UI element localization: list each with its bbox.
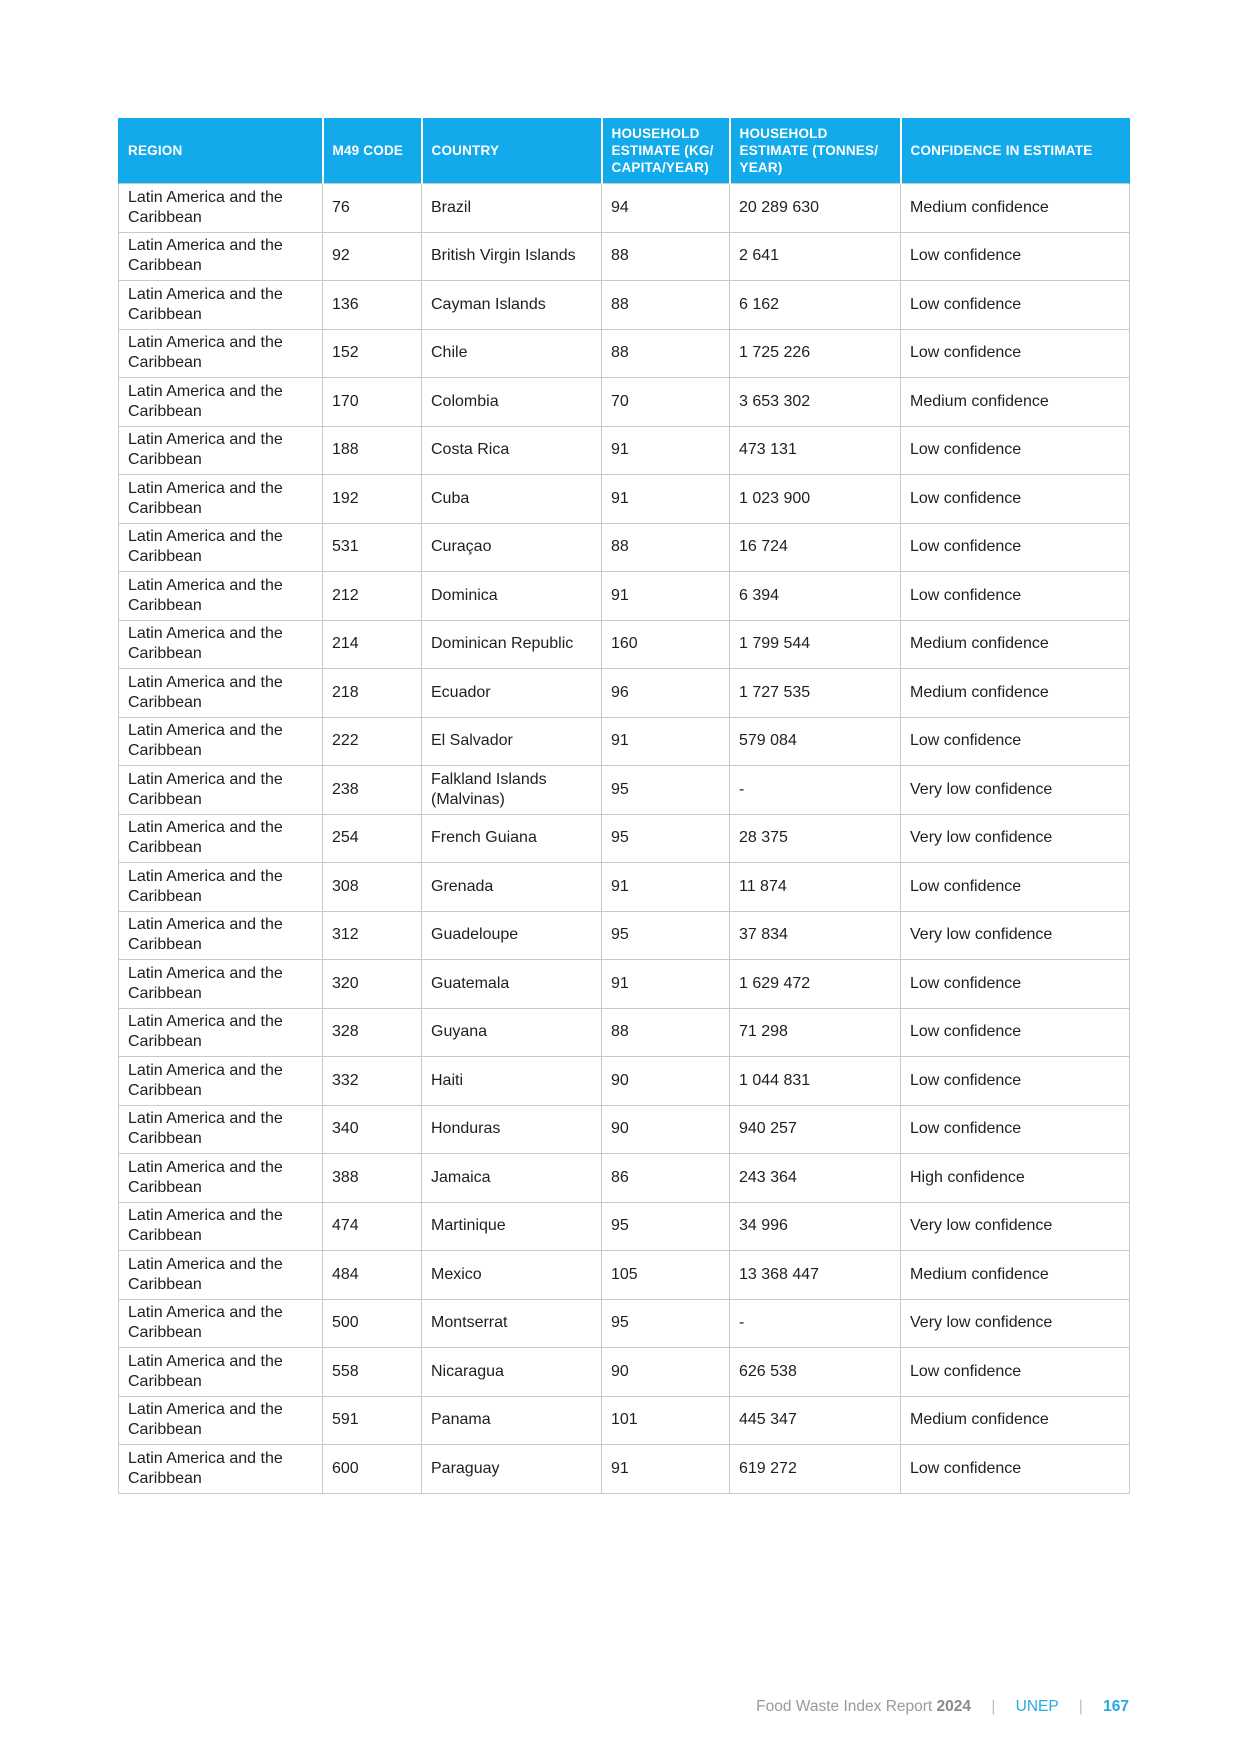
cell-tonnes-per-year: 243 364 bbox=[730, 1154, 901, 1203]
cell-m49-code: 152 bbox=[323, 329, 422, 378]
cell-tonnes-per-year: 1 725 226 bbox=[730, 329, 901, 378]
cell-tonnes-per-year: 626 538 bbox=[730, 1348, 901, 1397]
cell-region: Latin America and the Caribbean bbox=[119, 1445, 323, 1494]
column-header-kg-per-capita: HOUSEHOLD ESTIMATE (KG/ CAPITA/YEAR) bbox=[602, 118, 730, 184]
table-row bbox=[119, 1008, 1130, 1057]
table-row bbox=[119, 1348, 1130, 1397]
cell-country: Panama bbox=[422, 1396, 602, 1445]
cell-confidence: Medium confidence bbox=[901, 378, 1130, 427]
table-row bbox=[119, 669, 1130, 718]
cell-kg-per-capita: 91 bbox=[602, 960, 730, 1009]
cell-kg-per-capita: 90 bbox=[602, 1105, 730, 1154]
table-row bbox=[119, 766, 1130, 815]
cell-tonnes-per-year: 6 162 bbox=[730, 281, 901, 330]
cell-region: Latin America and the Caribbean bbox=[119, 1154, 323, 1203]
cell-kg-per-capita: 95 bbox=[602, 911, 730, 960]
cell-country: Dominican Republic bbox=[422, 620, 602, 669]
cell-confidence: Low confidence bbox=[901, 960, 1130, 1009]
cell-country: Colombia bbox=[422, 378, 602, 427]
cell-m49-code: 218 bbox=[323, 669, 422, 718]
food-waste-table bbox=[118, 118, 1130, 1494]
cell-country: Brazil bbox=[422, 184, 602, 233]
cell-region: Latin America and the Caribbean bbox=[119, 1251, 323, 1300]
cell-region: Latin America and the Caribbean bbox=[119, 620, 323, 669]
cell-country: Nicaragua bbox=[422, 1348, 602, 1397]
table-row bbox=[119, 620, 1130, 669]
cell-country: Cuba bbox=[422, 475, 602, 524]
cell-m49-code: 76 bbox=[323, 184, 422, 233]
report-title: Food Waste Index Report bbox=[756, 1698, 933, 1715]
table-row bbox=[119, 1251, 1130, 1300]
cell-country: Chile bbox=[422, 329, 602, 378]
cell-region: Latin America and the Caribbean bbox=[119, 281, 323, 330]
cell-confidence: High confidence bbox=[901, 1154, 1130, 1203]
cell-m49-code: 212 bbox=[323, 572, 422, 621]
cell-confidence: Very low confidence bbox=[901, 814, 1130, 863]
cell-country: Martinique bbox=[422, 1202, 602, 1251]
cell-country: Curaçao bbox=[422, 523, 602, 572]
table-row bbox=[119, 1396, 1130, 1445]
cell-tonnes-per-year: 37 834 bbox=[730, 911, 901, 960]
cell-m49-code: 320 bbox=[323, 960, 422, 1009]
cell-kg-per-capita: 95 bbox=[602, 1202, 730, 1251]
table-row bbox=[119, 911, 1130, 960]
cell-m49-code: 136 bbox=[323, 281, 422, 330]
cell-m49-code: 214 bbox=[323, 620, 422, 669]
column-header-m49-code: M49 CODE bbox=[323, 118, 422, 184]
cell-tonnes-per-year: 20 289 630 bbox=[730, 184, 901, 233]
cell-confidence: Very low confidence bbox=[901, 1299, 1130, 1348]
header-row bbox=[119, 118, 1130, 184]
cell-m49-code: 312 bbox=[323, 911, 422, 960]
cell-tonnes-per-year: 34 996 bbox=[730, 1202, 901, 1251]
cell-tonnes-per-year: 11 874 bbox=[730, 863, 901, 912]
table-row bbox=[119, 523, 1130, 572]
cell-kg-per-capita: 91 bbox=[602, 572, 730, 621]
cell-confidence: Low confidence bbox=[901, 523, 1130, 572]
cell-region: Latin America and the Caribbean bbox=[119, 911, 323, 960]
table-row bbox=[119, 814, 1130, 863]
cell-m49-code: 328 bbox=[323, 1008, 422, 1057]
cell-tonnes-per-year: 13 368 447 bbox=[730, 1251, 901, 1300]
cell-tonnes-per-year: 579 084 bbox=[730, 717, 901, 766]
column-header-country: COUNTRY bbox=[422, 118, 602, 184]
table-row bbox=[119, 184, 1130, 233]
cell-tonnes-per-year: 71 298 bbox=[730, 1008, 901, 1057]
page-footer bbox=[756, 1698, 1129, 1716]
cell-confidence: Very low confidence bbox=[901, 1202, 1130, 1251]
cell-country: Guatemala bbox=[422, 960, 602, 1009]
cell-kg-per-capita: 88 bbox=[602, 281, 730, 330]
cell-kg-per-capita: 70 bbox=[602, 378, 730, 427]
cell-kg-per-capita: 95 bbox=[602, 1299, 730, 1348]
cell-kg-per-capita: 91 bbox=[602, 717, 730, 766]
cell-region: Latin America and the Caribbean bbox=[119, 814, 323, 863]
cell-confidence: Low confidence bbox=[901, 1105, 1130, 1154]
cell-tonnes-per-year: 16 724 bbox=[730, 523, 901, 572]
footer-separator: | bbox=[991, 1698, 996, 1715]
table-row bbox=[119, 475, 1130, 524]
cell-confidence: Very low confidence bbox=[901, 766, 1130, 815]
cell-region: Latin America and the Caribbean bbox=[119, 523, 323, 572]
cell-kg-per-capita: 88 bbox=[602, 329, 730, 378]
cell-region: Latin America and the Caribbean bbox=[119, 1008, 323, 1057]
cell-country: Haiti bbox=[422, 1057, 602, 1106]
cell-region: Latin America and the Caribbean bbox=[119, 184, 323, 233]
cell-country: Paraguay bbox=[422, 1445, 602, 1494]
cell-tonnes-per-year: 1 044 831 bbox=[730, 1057, 901, 1106]
table-row bbox=[119, 378, 1130, 427]
cell-kg-per-capita: 94 bbox=[602, 184, 730, 233]
cell-confidence: Low confidence bbox=[901, 232, 1130, 281]
cell-country: Costa Rica bbox=[422, 426, 602, 475]
cell-country: French Guiana bbox=[422, 814, 602, 863]
table-row bbox=[119, 281, 1130, 330]
cell-kg-per-capita: 91 bbox=[602, 426, 730, 475]
cell-confidence: Low confidence bbox=[901, 1008, 1130, 1057]
organization-name: UNEP bbox=[1015, 1698, 1059, 1715]
cell-confidence: Very low confidence bbox=[901, 911, 1130, 960]
cell-tonnes-per-year: 1 727 535 bbox=[730, 669, 901, 718]
table-body bbox=[119, 184, 1130, 1494]
cell-country: Guyana bbox=[422, 1008, 602, 1057]
table-row bbox=[119, 1154, 1130, 1203]
cell-m49-code: 332 bbox=[323, 1057, 422, 1106]
table-row bbox=[119, 232, 1130, 281]
cell-kg-per-capita: 96 bbox=[602, 669, 730, 718]
column-header-confidence: CONFIDENCE IN ESTIMATE bbox=[901, 118, 1130, 184]
cell-tonnes-per-year: 1 799 544 bbox=[730, 620, 901, 669]
cell-tonnes-per-year: 3 653 302 bbox=[730, 378, 901, 427]
table-row bbox=[119, 329, 1130, 378]
cell-kg-per-capita: 88 bbox=[602, 232, 730, 281]
cell-country: Cayman Islands bbox=[422, 281, 602, 330]
cell-region: Latin America and the Caribbean bbox=[119, 232, 323, 281]
cell-m49-code: 170 bbox=[323, 378, 422, 427]
cell-confidence: Medium confidence bbox=[901, 669, 1130, 718]
cell-confidence: Low confidence bbox=[901, 572, 1130, 621]
cell-m49-code: 388 bbox=[323, 1154, 422, 1203]
cell-country: Mexico bbox=[422, 1251, 602, 1300]
cell-tonnes-per-year: 28 375 bbox=[730, 814, 901, 863]
cell-region: Latin America and the Caribbean bbox=[119, 669, 323, 718]
cell-kg-per-capita: 91 bbox=[602, 863, 730, 912]
table-row bbox=[119, 1299, 1130, 1348]
cell-country: El Salvador bbox=[422, 717, 602, 766]
cell-confidence: Low confidence bbox=[901, 1445, 1130, 1494]
cell-country: Guadeloupe bbox=[422, 911, 602, 960]
cell-confidence: Medium confidence bbox=[901, 1396, 1130, 1445]
cell-region: Latin America and the Caribbean bbox=[119, 1299, 323, 1348]
cell-m49-code: 340 bbox=[323, 1105, 422, 1154]
cell-m49-code: 192 bbox=[323, 475, 422, 524]
cell-confidence: Low confidence bbox=[901, 475, 1130, 524]
cell-confidence: Low confidence bbox=[901, 1057, 1130, 1106]
cell-kg-per-capita: 91 bbox=[602, 1445, 730, 1494]
cell-region: Latin America and the Caribbean bbox=[119, 475, 323, 524]
cell-m49-code: 484 bbox=[323, 1251, 422, 1300]
cell-m49-code: 500 bbox=[323, 1299, 422, 1348]
cell-tonnes-per-year: - bbox=[730, 1299, 901, 1348]
cell-confidence: Low confidence bbox=[901, 329, 1130, 378]
table-row bbox=[119, 1057, 1130, 1106]
table-row bbox=[119, 572, 1130, 621]
cell-kg-per-capita: 105 bbox=[602, 1251, 730, 1300]
column-header-tonnes-per-year: HOUSEHOLD ESTIMATE (TONNES/ YEAR) bbox=[730, 118, 901, 184]
cell-confidence: Low confidence bbox=[901, 281, 1130, 330]
cell-confidence: Low confidence bbox=[901, 717, 1130, 766]
cell-country: Dominica bbox=[422, 572, 602, 621]
cell-kg-per-capita: 101 bbox=[602, 1396, 730, 1445]
cell-region: Latin America and the Caribbean bbox=[119, 1202, 323, 1251]
cell-region: Latin America and the Caribbean bbox=[119, 766, 323, 815]
cell-region: Latin America and the Caribbean bbox=[119, 863, 323, 912]
cell-kg-per-capita: 95 bbox=[602, 766, 730, 815]
cell-kg-per-capita: 90 bbox=[602, 1348, 730, 1397]
cell-m49-code: 308 bbox=[323, 863, 422, 912]
cell-confidence: Low confidence bbox=[901, 426, 1130, 475]
cell-tonnes-per-year: 2 641 bbox=[730, 232, 901, 281]
table-row bbox=[119, 960, 1130, 1009]
page-number: 167 bbox=[1103, 1698, 1129, 1715]
cell-tonnes-per-year: 940 257 bbox=[730, 1105, 901, 1154]
cell-m49-code: 558 bbox=[323, 1348, 422, 1397]
cell-region: Latin America and the Caribbean bbox=[119, 426, 323, 475]
cell-country: Jamaica bbox=[422, 1154, 602, 1203]
cell-country: Falkland Islands (Malvinas) bbox=[422, 766, 602, 815]
cell-m49-code: 254 bbox=[323, 814, 422, 863]
table-row bbox=[119, 717, 1130, 766]
cell-region: Latin America and the Caribbean bbox=[119, 378, 323, 427]
cell-kg-per-capita: 90 bbox=[602, 1057, 730, 1106]
cell-kg-per-capita: 91 bbox=[602, 475, 730, 524]
cell-kg-per-capita: 86 bbox=[602, 1154, 730, 1203]
cell-confidence: Medium confidence bbox=[901, 184, 1130, 233]
cell-country: Ecuador bbox=[422, 669, 602, 718]
report-year: 2024 bbox=[936, 1698, 972, 1715]
cell-country: Montserrat bbox=[422, 1299, 602, 1348]
cell-region: Latin America and the Caribbean bbox=[119, 1348, 323, 1397]
cell-confidence: Medium confidence bbox=[901, 620, 1130, 669]
cell-tonnes-per-year: 619 272 bbox=[730, 1445, 901, 1494]
cell-m49-code: 474 bbox=[323, 1202, 422, 1251]
cell-m49-code: 222 bbox=[323, 717, 422, 766]
cell-region: Latin America and the Caribbean bbox=[119, 960, 323, 1009]
cell-tonnes-per-year: 1 023 900 bbox=[730, 475, 901, 524]
cell-m49-code: 591 bbox=[323, 1396, 422, 1445]
cell-kg-per-capita: 88 bbox=[602, 1008, 730, 1057]
cell-region: Latin America and the Caribbean bbox=[119, 1396, 323, 1445]
cell-m49-code: 600 bbox=[323, 1445, 422, 1494]
table-row bbox=[119, 1105, 1130, 1154]
table-row bbox=[119, 426, 1130, 475]
cell-tonnes-per-year: 473 131 bbox=[730, 426, 901, 475]
cell-region: Latin America and the Caribbean bbox=[119, 1057, 323, 1106]
cell-m49-code: 238 bbox=[323, 766, 422, 815]
cell-tonnes-per-year: - bbox=[730, 766, 901, 815]
cell-region: Latin America and the Caribbean bbox=[119, 717, 323, 766]
cell-kg-per-capita: 95 bbox=[602, 814, 730, 863]
footer-separator: | bbox=[1078, 1698, 1083, 1715]
table-header bbox=[119, 118, 1130, 184]
column-header-region: REGION bbox=[119, 118, 323, 184]
cell-tonnes-per-year: 1 629 472 bbox=[730, 960, 901, 1009]
cell-kg-per-capita: 160 bbox=[602, 620, 730, 669]
cell-country: British Virgin Islands bbox=[422, 232, 602, 281]
table-row bbox=[119, 1202, 1130, 1251]
cell-confidence: Low confidence bbox=[901, 863, 1130, 912]
data-table-container bbox=[118, 118, 1129, 1494]
cell-confidence: Low confidence bbox=[901, 1348, 1130, 1397]
cell-tonnes-per-year: 6 394 bbox=[730, 572, 901, 621]
cell-m49-code: 531 bbox=[323, 523, 422, 572]
cell-m49-code: 188 bbox=[323, 426, 422, 475]
table-row bbox=[119, 863, 1130, 912]
cell-m49-code: 92 bbox=[323, 232, 422, 281]
cell-country: Honduras bbox=[422, 1105, 602, 1154]
cell-region: Latin America and the Caribbean bbox=[119, 572, 323, 621]
cell-region: Latin America and the Caribbean bbox=[119, 329, 323, 378]
cell-kg-per-capita: 88 bbox=[602, 523, 730, 572]
cell-country: Grenada bbox=[422, 863, 602, 912]
cell-tonnes-per-year: 445 347 bbox=[730, 1396, 901, 1445]
cell-confidence: Medium confidence bbox=[901, 1251, 1130, 1300]
cell-region: Latin America and the Caribbean bbox=[119, 1105, 323, 1154]
table-row bbox=[119, 1445, 1130, 1494]
